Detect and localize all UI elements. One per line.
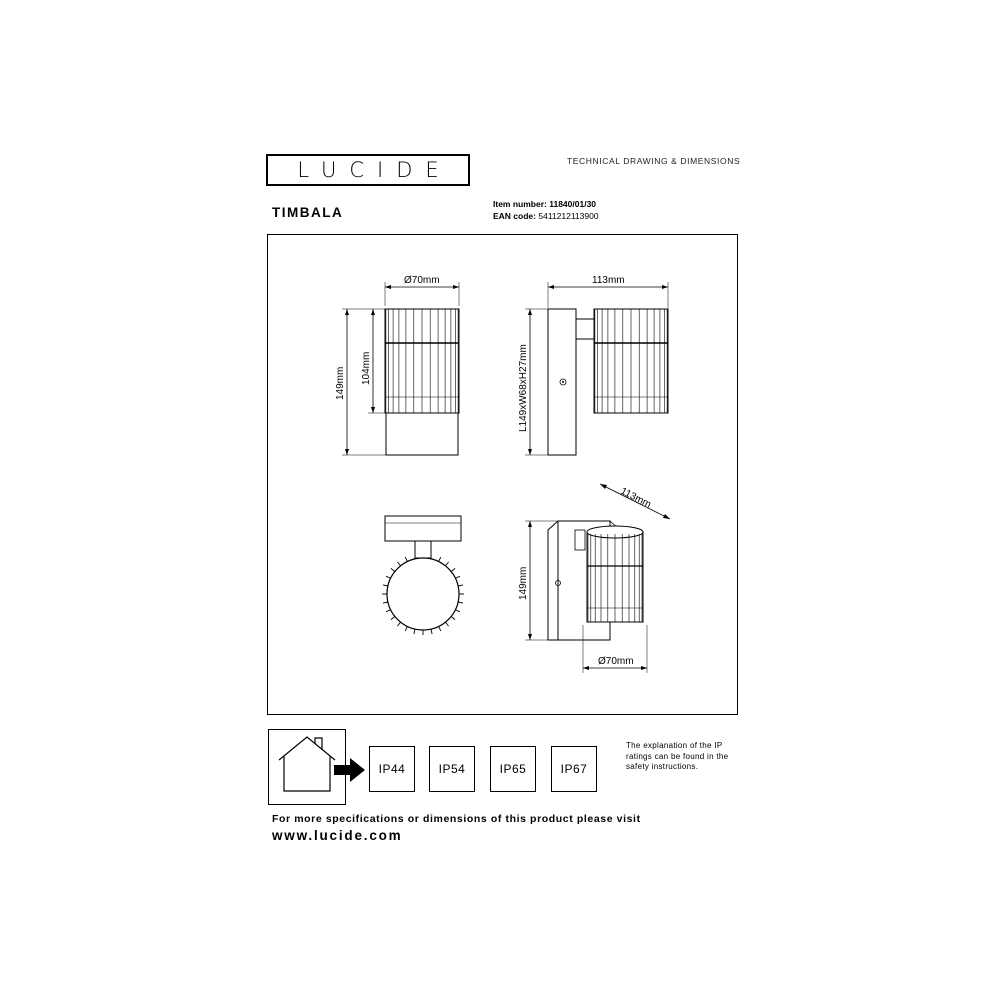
top-view-fins: [382, 557, 464, 635]
side-view: [518, 275, 668, 455]
more-info-text: For more specifications or dimensions of this product please visit: [272, 813, 641, 825]
top-view: [382, 516, 464, 635]
front-diameter-label: Ø70mm: [404, 275, 440, 286]
perspective-view: [518, 484, 670, 673]
ip-rating-badge: IP44: [369, 746, 415, 792]
perspective-height-label: 149mm: [518, 566, 529, 600]
ip-rating-badge: IP67: [551, 746, 597, 792]
side-shade-ribs: [595, 309, 667, 413]
website-link[interactable]: www.lucide.com: [272, 828, 403, 843]
ip-rating-badge: IP54: [429, 746, 475, 792]
document-type: TECHNICAL DRAWING & DIMENSIONS: [567, 156, 741, 166]
brand-logo-text: LUCIDE: [297, 158, 452, 182]
item-number-value: 11840/01/30: [549, 199, 597, 209]
ip-rating-note: The explanation of the IP ratings can be found in the safety instructions.: [626, 741, 729, 771]
front-height-label: 149mm: [335, 366, 346, 400]
ean-code-label: EAN code:: [493, 211, 536, 221]
product-name: TIMBALA: [272, 205, 344, 220]
ip-rating-badge: IP65: [490, 746, 536, 792]
front-view: [335, 275, 459, 455]
perspective-diameter-label: Ø70mm: [598, 656, 634, 667]
front-shade-ribs: [386, 309, 458, 413]
ean-code-value: 5411212113900: [538, 211, 599, 221]
front-shade-height-label: 104mm: [361, 351, 372, 385]
side-depth-label: 113mm: [592, 275, 625, 286]
house-icon-box: [268, 729, 346, 805]
item-number-label: Item number:: [493, 199, 547, 209]
perspective-depth-label: 113mm: [618, 485, 653, 511]
side-overall-label: L149xW68xH27mm: [518, 344, 529, 432]
